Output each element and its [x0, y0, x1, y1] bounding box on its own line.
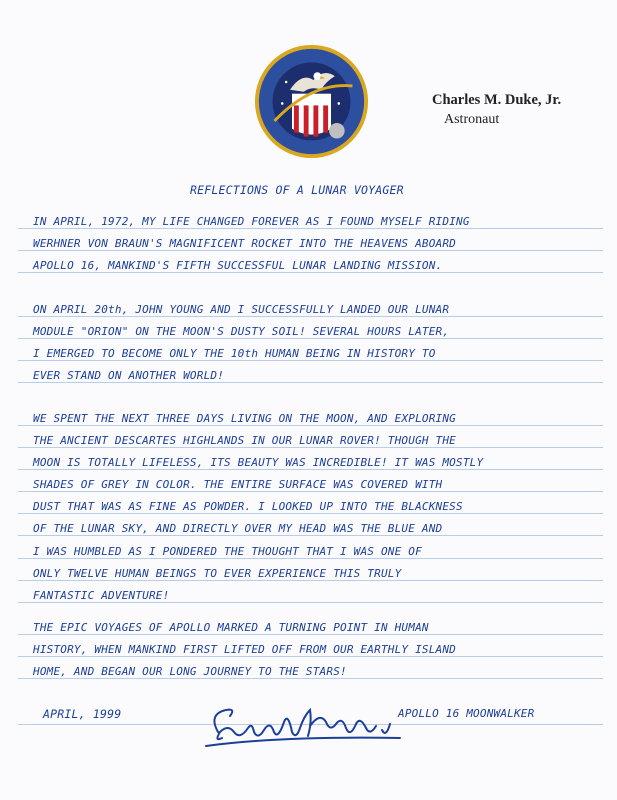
apollo-16-patch-icon [253, 43, 370, 160]
author-name: Charles M. Duke, Jr. [432, 92, 562, 108]
text-line: MOON IS TOTALLY LIFELESS, ITS BEAUTY WAS INCREDIBLE! IT WAS MOSTLY [33, 456, 484, 469]
text-line: I EMERGED TO BECOME ONLY THE 10th HUMAN BEING IN HISTORY TO [33, 347, 436, 360]
text-line: EVER STAND ON ANOTHER WORLD! [33, 369, 225, 382]
text-line: DUST THAT WAS AS FINE AS POWDER. I LOOKED UP INTO THE BLACKNESS [33, 500, 463, 513]
signer-role: APOLLO 16 MOONWALKER [398, 707, 535, 720]
text-line: WE SPENT THE NEXT THREE DAYS LIVING ON THE MOON, AND EXPLORING [33, 412, 456, 425]
text-line: ON APRIL 20th, JOHN YOUNG AND I SUCCESSFULLY LANDED OUR LUNAR [33, 303, 450, 316]
text-line: FANTASTIC ADVENTURE! [33, 589, 170, 602]
paragraph-4 [33, 541, 422, 607]
paragraph-2 [33, 299, 449, 387]
text-line: SHADES OF GREY IN COLOR. THE ENTIRE SURFACE WAS COVERED WITH [33, 478, 443, 491]
text-line: WERHNER VON BRAUN'S MAGNIFICENT ROCKET INTO THE HEAVENS ABOARD [33, 237, 456, 250]
text-line: I WAS HUMBLED AS I PONDERED THE THOUGHT THAT I WAS ONE OF [33, 545, 422, 558]
paragraph-3 [33, 408, 483, 540]
text-line: OF THE LUNAR SKY, AND DIRECTLY OVER MY HEAD WAS THE BLUE AND [33, 522, 443, 535]
text-line: MODULE "ORION" ON THE MOON'S DUSTY SOIL! SEVERAL HOURS LATER, [33, 325, 450, 338]
letter-date: APRIL, 1999 [43, 707, 122, 721]
author-title: Astronaut [444, 112, 500, 127]
letter-title: REFLECTIONS OF A LUNAR VOYAGER [190, 183, 404, 197]
text-line: HOME, AND BEGAN OUR LONG JOURNEY TO THE STARS! [33, 665, 347, 678]
handwritten-signature [200, 702, 410, 752]
text-line: THE ANCIENT DESCARTES HIGHLANDS IN OUR LUNAR ROVER! THOUGH THE [33, 434, 456, 447]
text-line: ONLY TWELVE HUMAN BEINGS TO EVER EXPERIENCE THIS TRULY [33, 567, 402, 580]
text-line: THE EPIC VOYAGES OF APOLLO MARKED A TURNING POINT IN HUMAN [33, 621, 429, 634]
text-line: APOLLO 16, MANKIND'S FIFTH SUCCESSFUL LUNAR LANDING MISSION. [33, 259, 443, 272]
paragraph-1 [33, 211, 470, 277]
paragraph-5 [33, 617, 456, 683]
text-line: HISTORY, WHEN MANKIND FIRST LIFTED OFF FROM OUR EARTHLY ISLAND [33, 643, 456, 656]
text-line: IN APRIL, 1972, MY LIFE CHANGED FOREVER AS I FOUND MYSELF RIDING [33, 215, 470, 228]
